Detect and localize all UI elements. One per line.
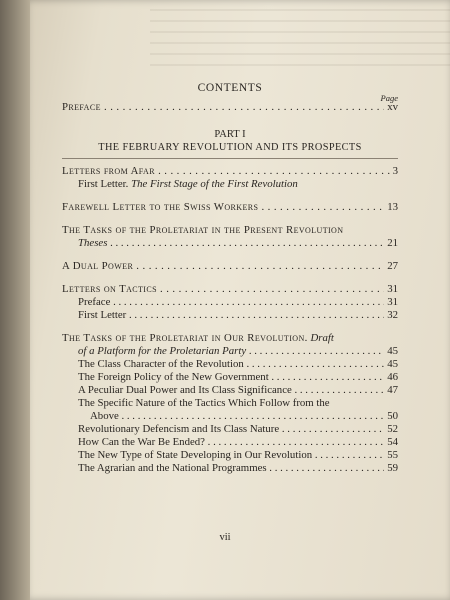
toc-page: 59 bbox=[387, 462, 398, 474]
part-title: THE FEBRUARY REVOLUTION AND ITS PROSPECTS bbox=[98, 142, 362, 153]
toc-subentry bbox=[62, 436, 398, 449]
toc-subentry bbox=[62, 178, 398, 191]
toc-subentry bbox=[62, 371, 398, 384]
toc-title: The Foreign Policy of the New Government . . . bbox=[78, 371, 384, 384]
toc-title: Above . . . bbox=[90, 410, 384, 423]
toc-title-roman: The Tasks of the Proletariat in Our Revolution. bbox=[62, 332, 308, 344]
toc-title-italic: of a Platform for the Proletarian Party bbox=[78, 345, 247, 357]
toc-title bbox=[78, 345, 384, 358]
toc-title: A Peculiar Dual Power and Its Class Significance . . . bbox=[78, 384, 384, 397]
toc-title: Letters on Tactics . . . bbox=[62, 283, 384, 296]
toc-title: Preface . . . bbox=[78, 296, 384, 309]
toc-title: A Dual Power . . . bbox=[62, 260, 384, 273]
toc-title: The Tasks of the Proletariat in the Present Revolution bbox=[62, 224, 344, 236]
toc-subentry-continued bbox=[62, 410, 398, 423]
toc-title: Farewell Letter to the Swiss Workers . . . bbox=[62, 201, 384, 214]
toc-entry bbox=[62, 165, 398, 178]
toc-entry bbox=[62, 332, 398, 345]
toc-page: 13 bbox=[387, 201, 398, 213]
toc-page: 3 bbox=[392, 165, 398, 177]
toc-title-italic: Draft bbox=[310, 332, 334, 344]
toc-entry-preface bbox=[62, 101, 398, 114]
show-through-text bbox=[150, 0, 450, 72]
toc-subentry bbox=[62, 449, 398, 462]
toc-title bbox=[62, 332, 398, 345]
toc-title bbox=[78, 237, 384, 250]
toc-page: 45 bbox=[387, 358, 398, 370]
toc-page: 32 bbox=[387, 309, 398, 321]
part-number: PART I bbox=[214, 129, 246, 140]
toc-entry bbox=[62, 260, 398, 273]
toc-page: 31 bbox=[387, 296, 398, 308]
toc-page: 27 bbox=[387, 260, 398, 272]
toc-title: The New Type of State Developing in Our Revolution . . . bbox=[78, 449, 384, 462]
toc-page: 50 bbox=[387, 410, 398, 422]
toc-page: 47 bbox=[387, 384, 398, 396]
toc-title: First Letter . . . bbox=[78, 309, 384, 322]
toc-page: 45 bbox=[387, 345, 398, 357]
toc-title-roman: First Letter. bbox=[78, 178, 129, 190]
toc-page: 21 bbox=[387, 237, 398, 249]
toc-page: 54 bbox=[387, 436, 398, 448]
divider bbox=[62, 158, 398, 159]
toc-entry bbox=[62, 224, 398, 237]
toc-page: 31 bbox=[387, 283, 398, 295]
toc-subentry bbox=[62, 296, 398, 309]
toc-title: The Specific Nature of the Tactics Which Follow from the bbox=[78, 397, 330, 409]
toc-page: xv bbox=[387, 101, 398, 113]
toc-subentry bbox=[62, 397, 398, 410]
toc-subentry bbox=[62, 358, 398, 371]
toc-title bbox=[78, 178, 398, 191]
toc-title: The Class Character of the Revolution . . . bbox=[78, 358, 384, 371]
toc-subentry bbox=[62, 237, 398, 250]
toc-subentry bbox=[62, 384, 398, 397]
toc-page: 46 bbox=[387, 371, 398, 383]
contents-heading: CONTENTS bbox=[197, 82, 263, 94]
toc-title-italic: Theses bbox=[78, 237, 108, 249]
toc-title: Revolutionary Defencism and Its Class Nature . . . bbox=[78, 423, 384, 436]
toc-entry bbox=[62, 283, 398, 296]
page-folio: vii bbox=[219, 532, 231, 543]
toc-title: Preface . . . bbox=[62, 101, 384, 114]
toc-entry bbox=[62, 201, 398, 214]
toc-entry-continued bbox=[62, 345, 398, 358]
toc-title: How Can the War Be Ended? . . . bbox=[78, 436, 384, 449]
toc-page: 55 bbox=[387, 449, 398, 461]
toc-page: 52 bbox=[387, 423, 398, 435]
toc-subentry bbox=[62, 309, 398, 322]
toc-title: The Agrarian and the National Programmes . . . bbox=[78, 462, 384, 475]
toc-title: Letters from Afar . . . bbox=[62, 165, 390, 178]
toc-subentry bbox=[62, 423, 398, 436]
toc-subentry bbox=[62, 462, 398, 475]
table-of-contents bbox=[62, 82, 398, 475]
page-column-label: Page bbox=[380, 93, 398, 103]
toc-title-italic: The First Stage of the First Revolution bbox=[131, 178, 298, 190]
